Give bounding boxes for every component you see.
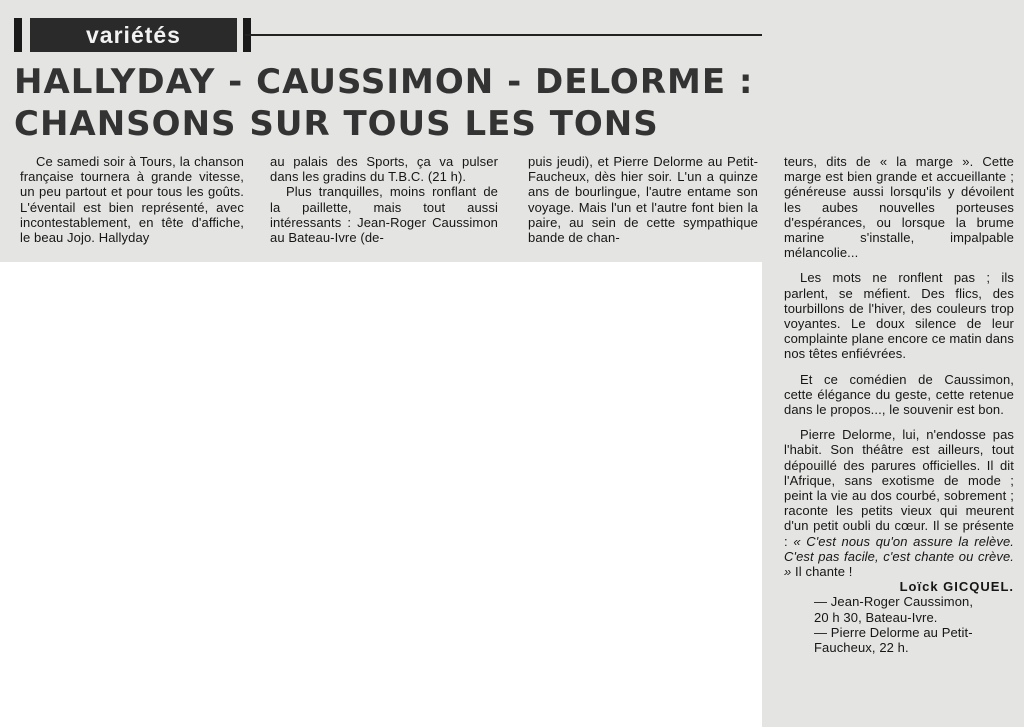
section-rubric xyxy=(14,18,244,52)
rubric-label: variétés xyxy=(30,18,237,52)
practical-info-2 xyxy=(784,625,1014,655)
paragraph: teurs, dits de « la marge ». Cette marge est bien grande et accueillante ; généreuse aussi lorsqu'ils y dévoilent les aubes nouvelles porteuses d'espérances, ou lorsque la brume marine s'installe, impalpable mélancolie... xyxy=(784,154,1014,261)
paragraph-text: Pierre Delorme, lui, n'endosse pas l'habit. Son théâtre est ailleurs, tout dépouillé des parures officielles. Il dit l'Afrique, sans exotisme de mode ; peint la vie au dos courbé, sobrement ; raconte les petits vieux qui meurent d'un petit oubli du cœur. Il se présente : xyxy=(784,427,1014,549)
article-column-1 xyxy=(20,154,244,245)
practical-info-1 xyxy=(784,594,1014,624)
author-signature: Loïck GICQUEL. xyxy=(899,579,1014,595)
paragraph: Et ce comédien de Caussimon, cette élégance du geste, cette retenue dans le propos..., le souvenir est bon. xyxy=(784,371,1014,418)
paragraph: Ce samedi soir à Tours, la chanson française tournera à grande vitesse, un peu partout et pour tous les goûts. L'éventail est bien représenté, avec incontestablement, en tête d'affiche, le beau Jojo. Hallyday xyxy=(20,154,244,246)
paragraph xyxy=(784,427,1014,579)
note-line: Faucheux, 22 h. xyxy=(814,640,909,656)
note-line: — Jean-Roger Caussimon, xyxy=(814,594,974,610)
quote-tail: Il chante ! xyxy=(791,564,853,580)
article-column-2 xyxy=(270,154,498,245)
paragraph: puis jeudi), et Pierre Delorme au Petit-Faucheux, dès hier soir. L'un a quinze ans de bourlingue, l'autre entame son voyage. Mais l'un et l'autre font bien la paire, au sein de cette sympathique bande de chan- xyxy=(528,154,758,246)
note-line: — Pierre Delorme au Petit- xyxy=(814,624,973,640)
paragraph: Plus tranquilles, moins ronflant de la paillette, mais tout aussi intéressants : Jean-Roger Caussimon au Bateau-Ivre (de- xyxy=(270,184,498,246)
headline-line-1: HALLYDAY - CAUSSIMON - DELORME : xyxy=(14,62,754,102)
article-column-4 xyxy=(784,154,1014,655)
paragraph: Les mots ne ronflent pas ; ils parlent, se méfient. Des flics, des tourbillons de l'hiver, des couleurs trop voyantes. Le doux silence de leur complainte plane encore ce matin dans nos têtes enfiévrées. xyxy=(784,270,1014,362)
article-column-4-clip xyxy=(762,0,1024,727)
rubric-left-bar xyxy=(14,18,22,52)
headline-line-2: CHANSONS SUR TOUS LES TONS xyxy=(14,104,659,144)
paragraph: au palais des Sports, ça va pulser dans les gradins du T.B.C. (21 h). xyxy=(270,154,498,185)
note-line: 20 h 30, Bateau-Ivre. xyxy=(814,609,938,625)
quote: « C'est nous qu'on assure la relève. C'est pas facile, c'est chante ou crève. » xyxy=(784,533,1014,580)
article-column-3 xyxy=(528,154,758,245)
